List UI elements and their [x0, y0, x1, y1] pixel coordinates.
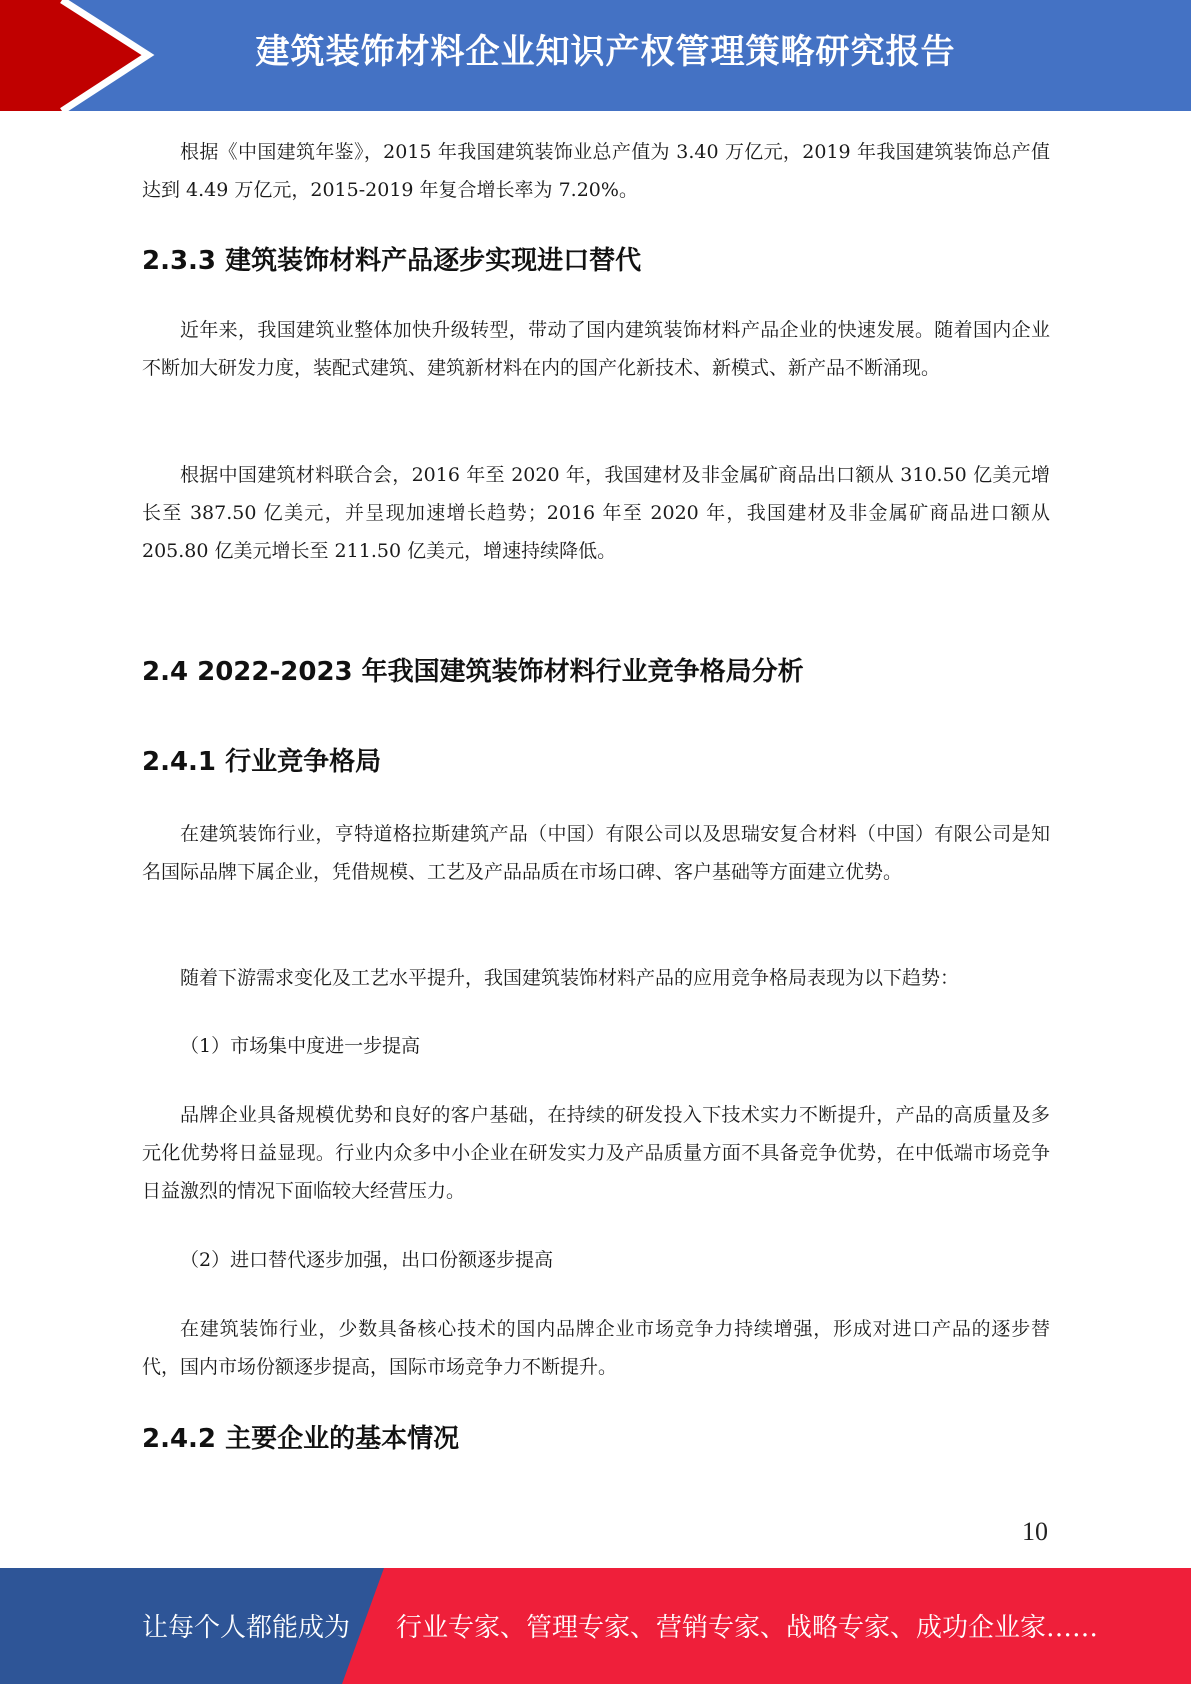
list-item-import-substitution: （2）进口替代逐步加强，出口份额逐步提高: [180, 1249, 554, 1271]
paragraph-import-export: 根据中国建筑材料联合会，2016 年至 2020 年，我国建材及非金属矿商品出口额从 310.50 亿美元增长至 387.50 亿美元，并呈现加速增长趋势；2016 年至 2020 年，我国建材及非金属矿商品进口额从 205.80 亿美元增长至 211.50 亿美元，增速持续降低。: [142, 464, 1050, 562]
section-heading-2-4: 2.4 2022-2023 年我国建筑装饰材料行业竞争格局分析: [142, 657, 804, 687]
paragraph-brand-advantage: 品牌企业具备规模优势和良好的客户基础，在持续的研发投入下技术实力不断提升，产品的高质量及多元化优势将日益显现。行业内众多中小企业在研发实力及产品质量方面不具备竞争优势，在中低端市场竞争日益激烈的情况下面临较大经营压力。: [142, 1104, 1050, 1202]
section-heading-2-4-1: 2.4.1 行业竞争格局: [142, 747, 382, 777]
page-number: 10: [1022, 1517, 1048, 1546]
section-heading-2-4-2: 2.4.2 主要企业的基本情况: [142, 1424, 460, 1454]
list-item-concentration: （1）市场集中度进一步提高: [180, 1035, 421, 1057]
paragraph-trends-intro: 随着下游需求变化及工艺水平提升，我国建筑装饰材料产品的应用竞争格局表现为以下趋势：: [180, 967, 960, 989]
section-heading-2-3-3: 2.3.3 建筑装饰材料产品逐步实现进口替代: [142, 246, 642, 276]
paragraph-domestic-brands: 在建筑装饰行业，少数具备核心技术的国内品牌企业市场竞争力持续增强，形成对进口产品的逐步替代，国内市场份额逐步提高，国际市场竞争力不断提升。: [142, 1318, 1050, 1378]
footer-banner: [0, 1568, 1191, 1684]
paragraph-competitors: 在建筑装饰行业，亨特道格拉斯建筑产品（中国）有限公司以及思瑞安复合材料（中国）有限公司是知名国际品牌下属企业，凭借规模、工艺及产品品质在市场口碑、客户基础等方面建立优势。: [142, 823, 1050, 883]
header-banner: [0, 0, 1191, 111]
footer-slogan-right: 行业专家、管理专家、营销专家、战略专家、成功企业家……: [396, 1613, 1099, 1643]
report-title: 建筑装饰材料企业知识产权管理策略研究报告: [255, 32, 956, 72]
paragraph-industry-upgrade: 近年来，我国建筑业整体加快升级转型，带动了国内建筑装饰材料产品企业的快速发展。随着国内企业不断加大研发力度，装配式建筑、建筑新材料在内的国产化新技术、新模式、新产品不断涌现。: [142, 319, 1050, 379]
footer-slogan-left: 让每个人都能成为: [142, 1613, 351, 1643]
paragraph-output-value: 根据《中国建筑年鉴》，2015 年我国建筑装饰业总产值为 3.40 万亿元，2019 年我国建筑装饰总产值达到 4.49 万亿元，2015-2019 年复合增长率为 7.20%。: [142, 141, 1050, 201]
